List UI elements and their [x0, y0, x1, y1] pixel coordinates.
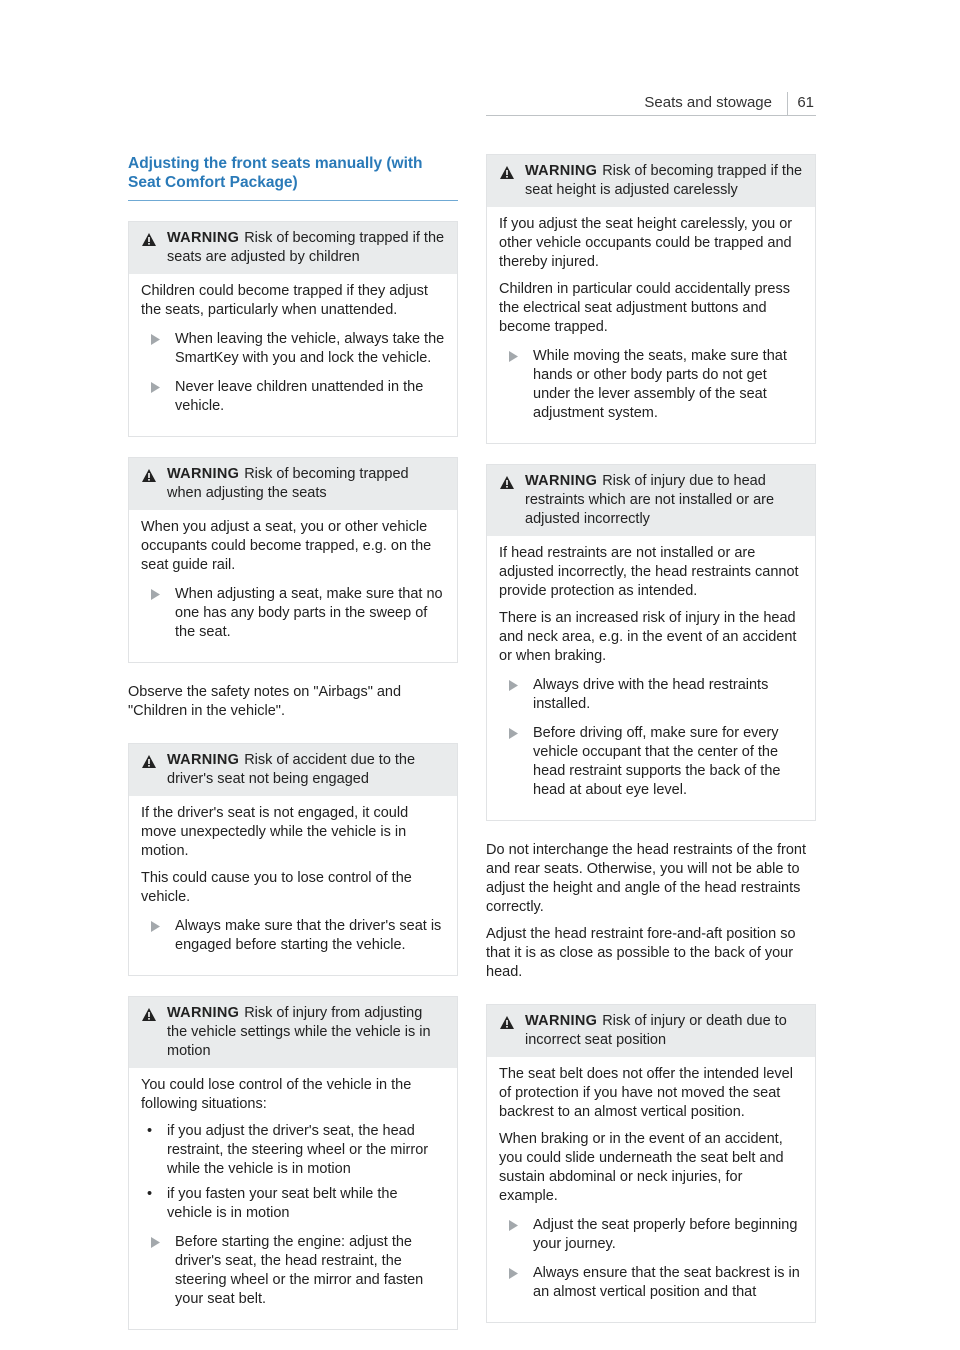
safety-note: Observe the safety notes on "Airbags" and "Children in the vehicle". [128, 684, 402, 719]
warning-group-2 [128, 743, 458, 1330]
warning-header [129, 997, 457, 1068]
warning-triangle-icon [499, 1012, 519, 1050]
warning-keyword: WARNING [525, 473, 598, 489]
page-number: 61 [797, 94, 814, 111]
header-separator [787, 92, 788, 116]
bullet-text: if you adjust the driver's seat, the head restraint, the steering wheel or the mirror while the vehicle is in motion [167, 1123, 429, 1177]
warning-paragraph: If you adjust the seat height carelessly, you or other vehicle occupants could be trapped and thereby injured. [499, 216, 793, 270]
action-text: When leaving the vehicle, always take the SmartKey with you and lock the vehicle. [175, 331, 445, 366]
warning-heading-text: Risk of injury from adjusting the vehicle settings while the vehicle is in motion [167, 1005, 431, 1059]
warning-heading [161, 465, 445, 503]
warning-paragraph: Children could become trapped if they adjust the seats, particularly when unattended. [141, 283, 428, 318]
warning-body [487, 536, 815, 820]
action-arrow-icon [141, 378, 175, 416]
bullet-item [141, 1122, 445, 1179]
warning-header [129, 222, 457, 274]
bullet-text: if you fasten your seat belt while the vehicle is in motion [167, 1186, 398, 1221]
warning-body [129, 796, 457, 975]
action-text: Never leave children unattended in the vehicle. [175, 379, 424, 414]
paragraph: Do not interchange the head restraints of the front and rear seats. Otherwise, you will not be able to adjust the height and angle of the head restraints correctly. [486, 842, 807, 915]
warning-keyword: WARNING [525, 163, 598, 179]
warning-keyword: WARNING [167, 230, 240, 246]
action-item [141, 330, 445, 368]
bullet-icon: • [147, 1186, 153, 1202]
action-item [499, 347, 803, 423]
warning-keyword: WARNING [525, 1013, 598, 1029]
warning-heading [161, 229, 445, 267]
action-text: Always drive with the head restraints installed. [533, 677, 769, 712]
warning-keyword: WARNING [167, 466, 240, 482]
action-item [141, 1233, 445, 1309]
action-item [499, 1216, 803, 1254]
warning-box [128, 221, 458, 437]
warning-body [487, 207, 815, 443]
action-item [141, 917, 445, 955]
action-arrow-icon [499, 676, 533, 714]
warning-heading-text: Risk of injury or death due to incorrect seat position [525, 1013, 787, 1048]
action-item [499, 676, 803, 714]
warning-group-4 [486, 1004, 816, 1323]
page-header [486, 94, 816, 116]
warning-triangle-icon [141, 229, 161, 267]
action-text: Always ensure that the seat backrest is in an almost vertical position and that [533, 1265, 800, 1300]
warning-paragraph: There is an increased risk of injury in the head and neck area, e.g. in the event of an accident or when braking. [499, 610, 797, 664]
action-arrow-icon [499, 1264, 533, 1302]
action-text: While moving the seats, make sure that hands or other body parts do not get under the lever assembly of the seat adjustment system. [533, 348, 787, 421]
action-arrow-icon [499, 347, 533, 423]
warning-heading [161, 751, 445, 789]
action-item [141, 378, 445, 416]
warning-triangle-icon [141, 751, 161, 789]
warning-header [129, 458, 457, 510]
warning-heading [519, 162, 803, 200]
warning-heading [519, 1012, 803, 1050]
action-arrow-icon [141, 585, 175, 642]
action-arrow-icon [499, 1216, 533, 1254]
warning-body [129, 510, 457, 662]
action-text: Before driving off, make sure for every vehicle occupant that the center of the head restraint supports the back of the head at about eye level. [533, 725, 781, 798]
chapter-title: Seats and stowage [644, 94, 772, 111]
warning-heading [161, 1004, 445, 1061]
head-restraint-text [486, 841, 816, 982]
action-item [141, 585, 445, 642]
warning-box [486, 154, 816, 444]
action-arrow-icon [141, 330, 175, 368]
warning-triangle-icon [141, 1004, 161, 1061]
warning-body [129, 274, 457, 436]
warning-box [128, 457, 458, 663]
action-item [499, 1264, 803, 1302]
paragraph: Adjust the head restraint fore-and-aft position so that it is as close as possible to the back of your head. [486, 926, 796, 980]
warning-box [486, 464, 816, 821]
warning-paragraph: If head restraints are not installed or are adjusted incorrectly, the head restraints cannot provide protection as intended. [499, 545, 799, 599]
action-arrow-icon [141, 917, 175, 955]
warning-header [487, 1005, 815, 1057]
action-item [499, 724, 803, 800]
section-title: Adjusting the front seats manually (with Seat Comfort Package) [128, 154, 458, 201]
warning-group-1 [128, 221, 458, 663]
warning-paragraph: You could lose control of the vehicle in the following situations: [141, 1077, 412, 1112]
warning-group-3 [486, 154, 816, 821]
warning-heading-text: Risk of injury due to head restraints which are not installed or are adjusted incorrectly [525, 473, 775, 527]
header-rule [486, 115, 816, 116]
warning-box [128, 743, 458, 976]
warning-triangle-icon [499, 472, 519, 529]
right-column [486, 154, 816, 1343]
warning-paragraph: When braking or in the event of an accident, you could slide underneath the seat belt and sustain abdominal or neck injuries, for example. [499, 1131, 784, 1204]
action-arrow-icon [499, 724, 533, 800]
bullet-icon: • [147, 1123, 153, 1139]
action-text: When adjusting a seat, make sure that no one has any body parts in the sweep of the seat. [175, 586, 443, 640]
warning-box [486, 1004, 816, 1323]
warning-triangle-icon [499, 162, 519, 200]
action-text: Before starting the engine: adjust the driver's seat, the head restraint, the steering wheel or the mirror and fasten your seat belt. [175, 1234, 424, 1307]
warning-paragraph: This could cause you to lose control of the vehicle. [141, 870, 412, 905]
warning-paragraph: Children in particular could accidentally press the electrical seat adjustment buttons and become trapped. [499, 281, 790, 335]
warning-paragraph: The seat belt does not offer the intended level of protection if you have not moved the seat backrest to an almost vertical position. [499, 1066, 793, 1120]
action-arrow-icon [141, 1233, 175, 1309]
bullet-item [141, 1185, 445, 1223]
warning-paragraph: If the driver's seat is not engaged, it could move unexpectedly while the vehicle is in motion. [141, 805, 409, 859]
action-text: Adjust the seat properly before beginning your journey. [533, 1217, 798, 1252]
warning-heading-text: Risk of accident due to the driver's seat not being engaged [167, 752, 416, 787]
warning-keyword: WARNING [167, 752, 240, 768]
action-text: Always make sure that the driver's seat is engaged before starting the vehicle. [175, 918, 442, 953]
warning-body [487, 1057, 815, 1322]
left-column [128, 154, 458, 1350]
warning-header [487, 155, 815, 207]
warning-heading-text: Risk of becoming trapped if the seats are adjusted by children [167, 230, 445, 265]
warning-paragraph: When you adjust a seat, you or other vehicle occupants could become trapped, e.g. on the seat guide rail. [141, 519, 432, 573]
warning-triangle-icon [141, 465, 161, 503]
warning-heading-text: Risk of becoming trapped when adjusting the seats [167, 466, 409, 501]
warning-box [128, 996, 458, 1330]
warning-heading [519, 472, 803, 529]
warning-header [487, 465, 815, 536]
warning-header [129, 744, 457, 796]
warning-heading-text: Risk of becoming trapped if the seat height is adjusted carelessly [525, 163, 803, 198]
warning-keyword: WARNING [167, 1005, 240, 1021]
warning-body [129, 1068, 457, 1329]
